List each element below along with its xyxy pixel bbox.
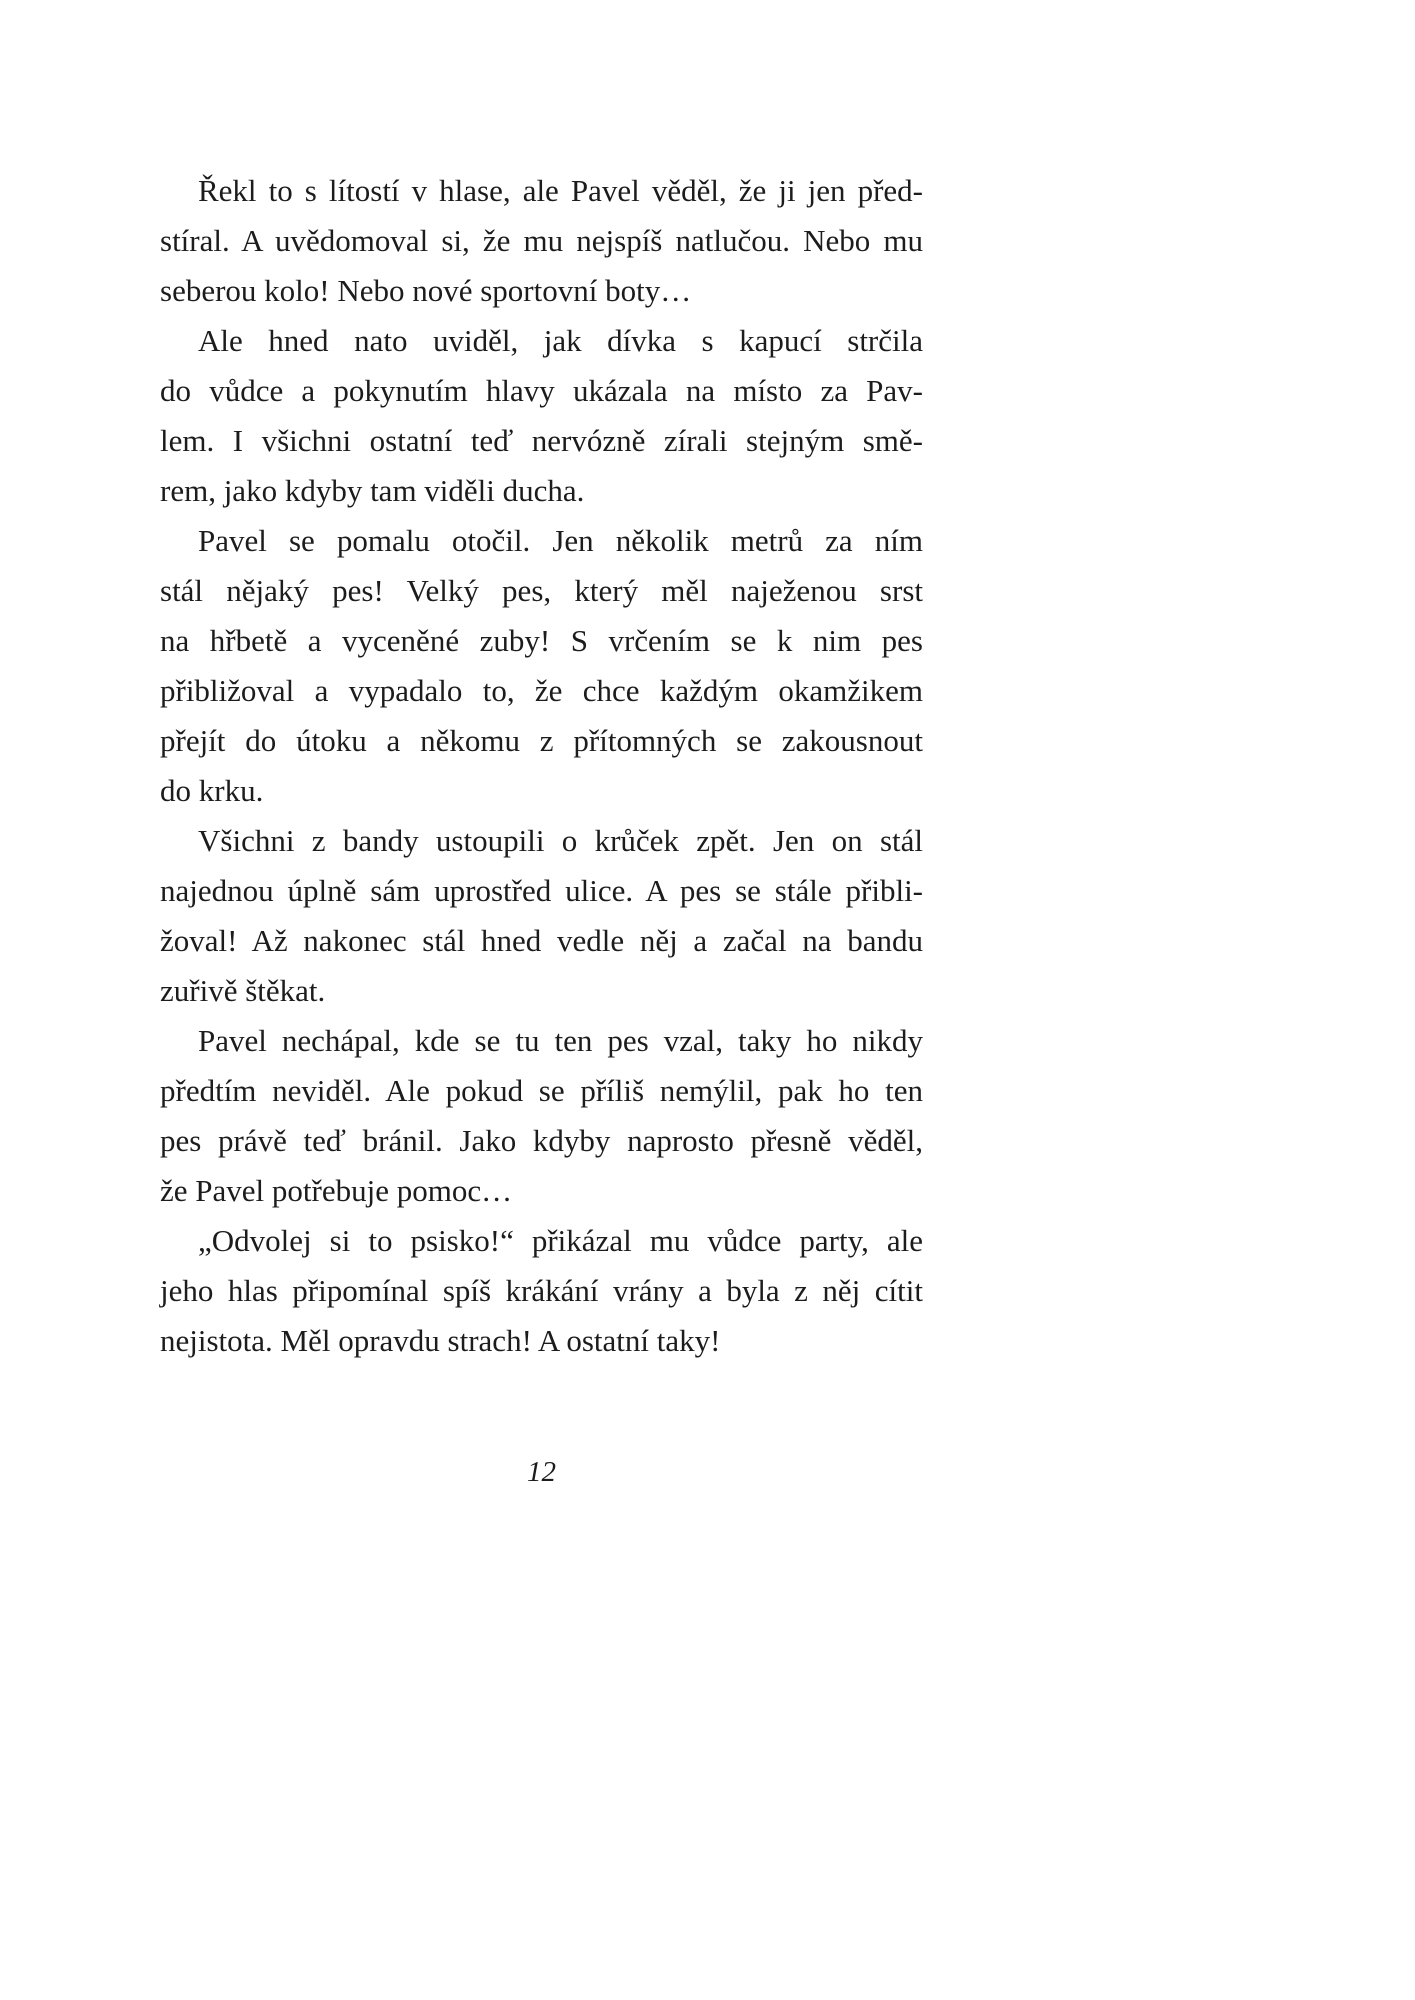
text-line: že Pavel potřebuje pomoc… — [160, 1173, 513, 1208]
text-line: stál nějaký pes! Velký pes, který měl naježenou srst — [160, 573, 923, 608]
text-line: seberou kolo! Nebo nové sportovní boty… — [160, 273, 692, 308]
text-line: do vůdce a pokynutím hlavy ukázala na místo za Pav- — [160, 373, 923, 408]
text-line: předtím neviděl. Ale pokud se příliš nemýlil, pak ho ten — [160, 1073, 923, 1108]
paragraph — [160, 1016, 923, 1216]
paragraph — [160, 1216, 923, 1366]
text-line: Pavel nechápal, kde se tu ten pes vzal, taky ho nikdy — [198, 1023, 923, 1058]
paragraph — [160, 166, 923, 316]
text-line: Všichni z bandy ustoupili o krůček zpět. Jen on stál — [198, 823, 923, 858]
text-line: zuřivě štěkat. — [160, 973, 326, 1008]
text-line: přibližoval a vypadalo to, že chce každým okamžikem — [160, 673, 923, 708]
text-line: pes právě teď bránil. Jako kdyby naprosto přesně věděl, — [160, 1123, 923, 1158]
text-line: najednou úplně sám uprostřed ulice. A pes se stále přibli- — [160, 873, 923, 908]
text-line: na hřbetě a vyceněné zuby! S vrčením se k nim pes — [160, 623, 923, 658]
text-line: lem. I všichni ostatní teď nervózně zírali stejným smě- — [160, 423, 923, 458]
page-number: 12 — [527, 1456, 556, 1488]
text-line: do krku. — [160, 773, 264, 808]
paragraph — [160, 816, 923, 1016]
text-line: stíral. A uvědomoval si, že mu nejspíš natlučou. Nebo mu — [160, 223, 923, 258]
text-line: přejít do útoku a někomu z přítomných se zakousnout — [160, 723, 923, 758]
text-line: „Odvolej si to psisko!“ přikázal mu vůdce party, ale — [198, 1223, 923, 1258]
text-line: žoval! Až nakonec stál hned vedle něj a začal na bandu — [160, 923, 923, 958]
paragraph — [160, 316, 923, 516]
text-block — [160, 166, 923, 1366]
text-line: rem, jako kdyby tam viděli ducha. — [160, 473, 585, 508]
paragraph — [160, 516, 923, 816]
text-line: Ale hned nato uviděl, jak dívka s kapucí strčila — [198, 323, 923, 358]
text-line: jeho hlas připomínal spíš krákání vrány a byla z něj cítit — [160, 1273, 923, 1308]
text-line: Pavel se pomalu otočil. Jen několik metrů za ním — [198, 523, 923, 558]
text-line: nejistota. Měl opravdu strach! A ostatní taky! — [160, 1323, 721, 1358]
text-line: Řekl to s lítostí v hlase, ale Pavel věděl, že ji jen před- — [198, 173, 923, 208]
